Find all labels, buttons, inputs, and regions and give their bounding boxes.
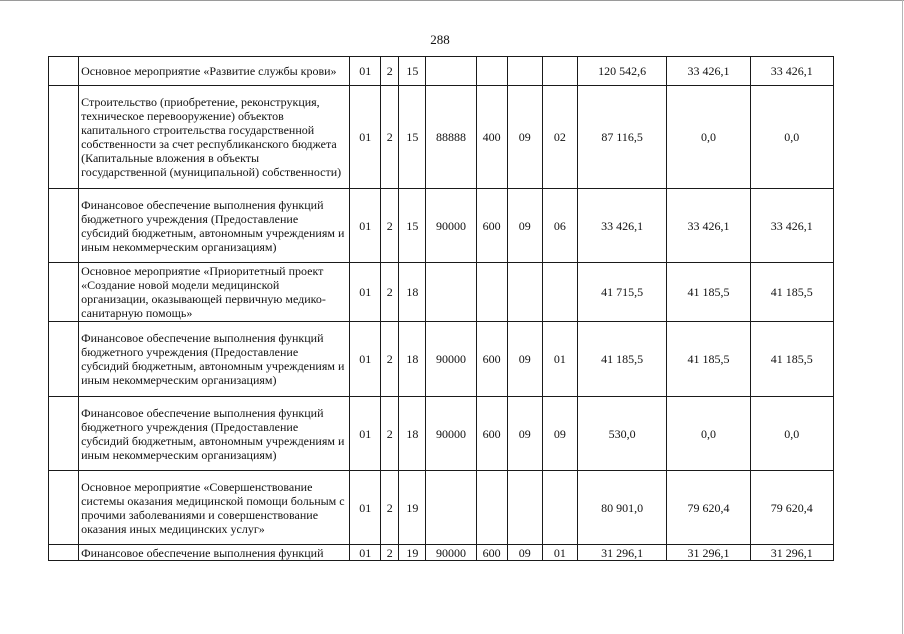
code-cell: 09 bbox=[507, 397, 542, 471]
code-cell: 01 bbox=[350, 397, 381, 471]
code-cell bbox=[476, 263, 507, 322]
amount-cell: 530,0 bbox=[577, 397, 666, 471]
code-cell: 01 bbox=[350, 86, 381, 189]
table-row bbox=[49, 263, 834, 322]
code-cell: 18 bbox=[399, 322, 426, 397]
amount-cell: 120 542,6 bbox=[577, 57, 666, 86]
code-cell: 01 bbox=[350, 57, 381, 86]
code-cell: 600 bbox=[476, 322, 507, 397]
budget-table bbox=[48, 56, 834, 561]
code-cell: 2 bbox=[381, 397, 399, 471]
table-row bbox=[49, 57, 834, 86]
code-cell bbox=[426, 263, 476, 322]
amount-cell: 31 296,1 bbox=[750, 545, 833, 561]
code-cell: 90000 bbox=[426, 322, 476, 397]
blank-cell bbox=[49, 263, 79, 322]
code-cell: 18 bbox=[399, 263, 426, 322]
code-cell bbox=[542, 471, 577, 545]
amount-cell: 31 296,1 bbox=[667, 545, 750, 561]
code-cell: 2 bbox=[381, 471, 399, 545]
row-name: Финансовое обеспечение выполнения функций бюджетного учреждения (Предоставление субсидий бюджетным, автономным учреждениям и иным некоммерческим организациям) bbox=[79, 322, 350, 397]
code-cell bbox=[507, 263, 542, 322]
code-cell: 15 bbox=[399, 189, 426, 263]
table-row bbox=[49, 471, 834, 545]
code-cell: 01 bbox=[350, 263, 381, 322]
blank-cell bbox=[49, 545, 79, 561]
code-cell: 18 bbox=[399, 397, 426, 471]
code-cell: 90000 bbox=[426, 189, 476, 263]
blank-cell bbox=[49, 189, 79, 263]
amount-cell: 41 185,5 bbox=[667, 263, 750, 322]
amount-cell: 80 901,0 bbox=[577, 471, 666, 545]
amount-cell: 41 185,5 bbox=[667, 322, 750, 397]
code-cell: 2 bbox=[381, 263, 399, 322]
code-cell bbox=[542, 57, 577, 86]
code-cell: 90000 bbox=[426, 545, 476, 561]
row-name: Финансовое обеспечение выполнения функций бюджетного учреждения (Предоставление субсидий бюджетным, автономным учреждениям и иным некоммерческим организациям) bbox=[79, 189, 350, 263]
amount-cell: 79 620,4 bbox=[750, 471, 833, 545]
table-row bbox=[49, 545, 834, 561]
code-cell bbox=[507, 471, 542, 545]
code-cell bbox=[476, 471, 507, 545]
amount-cell: 0,0 bbox=[667, 86, 750, 189]
row-name: Основное мероприятие «Приоритетный проект «Создание новой модели медицинской организации, оказывающей первичную медико-санитарную помощь» bbox=[79, 263, 350, 322]
code-cell bbox=[507, 57, 542, 86]
code-cell: 01 bbox=[350, 189, 381, 263]
code-cell: 01 bbox=[542, 545, 577, 561]
amount-cell: 41 185,5 bbox=[577, 322, 666, 397]
amount-cell: 79 620,4 bbox=[667, 471, 750, 545]
blank-cell bbox=[49, 86, 79, 189]
amount-cell: 41 715,5 bbox=[577, 263, 666, 322]
code-cell: 88888 bbox=[426, 86, 476, 189]
code-cell: 02 bbox=[542, 86, 577, 189]
code-cell: 600 bbox=[476, 397, 507, 471]
row-name: Основное мероприятие «Развитие службы крови» bbox=[79, 57, 350, 86]
row-name: Финансовое обеспечение выполнения функций бюджетного учреждения (Предоставление субсидий бюджетным, автономным учреждениям и иным некоммерческим организациям) bbox=[79, 397, 350, 471]
code-cell: 01 bbox=[350, 545, 381, 561]
blank-cell bbox=[49, 57, 79, 86]
amount-cell: 33 426,1 bbox=[577, 189, 666, 263]
code-cell: 2 bbox=[381, 545, 399, 561]
code-cell: 09 bbox=[507, 322, 542, 397]
code-cell: 09 bbox=[507, 86, 542, 189]
code-cell: 06 bbox=[542, 189, 577, 263]
amount-cell: 33 426,1 bbox=[750, 57, 833, 86]
code-cell: 01 bbox=[350, 322, 381, 397]
code-cell: 15 bbox=[399, 57, 426, 86]
page-edge-top bbox=[0, 0, 904, 1]
code-cell bbox=[426, 471, 476, 545]
page-edge-right bbox=[902, 0, 903, 634]
code-cell: 2 bbox=[381, 86, 399, 189]
code-cell: 09 bbox=[507, 189, 542, 263]
row-name: Финансовое обеспечение выполнения функций bbox=[79, 545, 350, 561]
amount-cell: 33 426,1 bbox=[667, 189, 750, 263]
row-name: Строительство (приобретение, реконструкция, техническое перевооружение) объектов капитального строительства государственной собственности за счет республиканского бюджета (Капитальные вложения в объекты государственной (муниципальной) собственности) bbox=[79, 86, 350, 189]
code-cell: 19 bbox=[399, 545, 426, 561]
amount-cell: 33 426,1 bbox=[750, 189, 833, 263]
amount-cell: 41 185,5 bbox=[750, 322, 833, 397]
table-row bbox=[49, 189, 834, 263]
table-row bbox=[49, 397, 834, 471]
amount-cell: 0,0 bbox=[750, 397, 833, 471]
amount-cell: 87 116,5 bbox=[577, 86, 666, 189]
code-cell: 600 bbox=[476, 189, 507, 263]
code-cell: 2 bbox=[381, 57, 399, 86]
code-cell bbox=[542, 263, 577, 322]
page-number: 288 bbox=[430, 32, 450, 47]
row-name: Основное мероприятие «Совершенствование системы оказания медицинской помощи больным с прочими заболеваниями и совершенствование оказания иных медицинских услуг» bbox=[79, 471, 350, 545]
amount-cell: 0,0 bbox=[667, 397, 750, 471]
amount-cell: 41 185,5 bbox=[750, 263, 833, 322]
blank-cell bbox=[49, 397, 79, 471]
table-row bbox=[49, 86, 834, 189]
blank-cell bbox=[49, 322, 79, 397]
code-cell: 19 bbox=[399, 471, 426, 545]
code-cell bbox=[426, 57, 476, 86]
code-cell: 600 bbox=[476, 545, 507, 561]
amount-cell: 0,0 bbox=[750, 86, 833, 189]
code-cell bbox=[476, 57, 507, 86]
code-cell: 01 bbox=[542, 322, 577, 397]
code-cell: 09 bbox=[542, 397, 577, 471]
code-cell: 15 bbox=[399, 86, 426, 189]
code-cell: 2 bbox=[381, 189, 399, 263]
amount-cell: 31 296,1 bbox=[577, 545, 666, 561]
blank-cell bbox=[49, 471, 79, 545]
code-cell: 400 bbox=[476, 86, 507, 189]
code-cell: 90000 bbox=[426, 397, 476, 471]
amount-cell: 33 426,1 bbox=[667, 57, 750, 86]
table-row bbox=[49, 322, 834, 397]
code-cell: 2 bbox=[381, 322, 399, 397]
code-cell: 01 bbox=[350, 471, 381, 545]
code-cell: 09 bbox=[507, 545, 542, 561]
